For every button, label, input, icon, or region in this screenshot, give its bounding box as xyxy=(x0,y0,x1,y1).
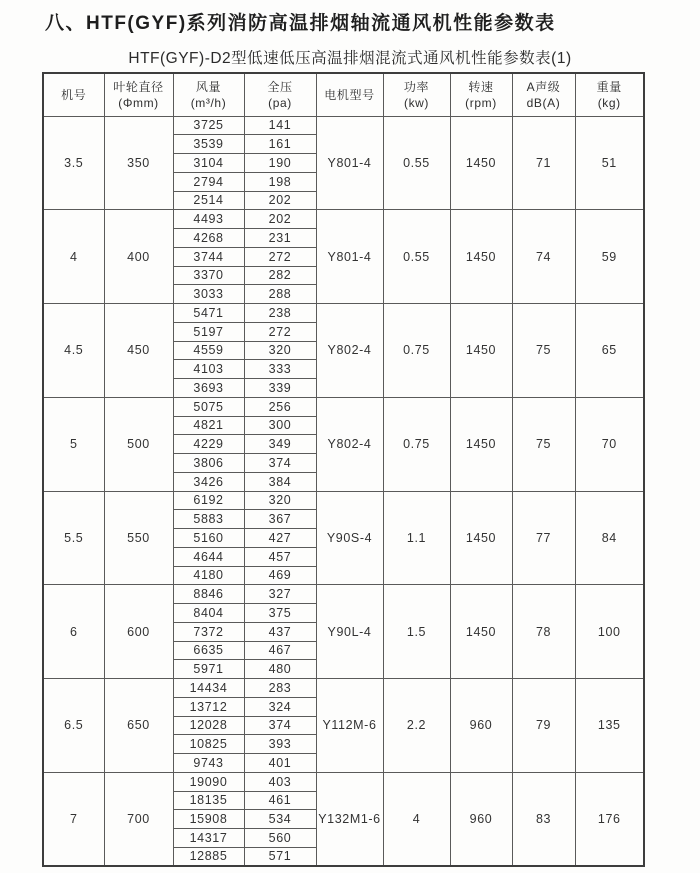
col-header-impeller-diameter xyxy=(104,73,173,116)
cell-speed: 1450 xyxy=(450,397,512,491)
cell-total-pressure: 437 xyxy=(244,622,316,641)
cell-total-pressure: 367 xyxy=(244,510,316,529)
cell-total-pressure: 300 xyxy=(244,416,316,435)
col-header-label: 重量 xyxy=(596,79,622,94)
cell-air-flow: 12028 xyxy=(173,716,244,735)
cell-total-pressure: 288 xyxy=(244,285,316,304)
cell-weight: 135 xyxy=(575,679,644,773)
cell-air-flow: 3033 xyxy=(173,285,244,304)
cell-total-pressure: 141 xyxy=(244,116,316,135)
cell-total-pressure: 457 xyxy=(244,547,316,566)
cell-air-flow: 13712 xyxy=(173,697,244,716)
cell-speed: 1450 xyxy=(450,210,512,304)
cell-power: 0.55 xyxy=(383,210,450,304)
cell-noise-level: 79 xyxy=(512,679,575,773)
cell-air-flow: 5160 xyxy=(173,529,244,548)
table-row xyxy=(43,772,644,791)
cell-air-flow: 4493 xyxy=(173,210,244,229)
col-header-unit: (pa) xyxy=(268,95,292,110)
cell-impeller-diameter: 600 xyxy=(104,585,173,679)
table-row xyxy=(43,679,644,698)
cell-fan-size: 5.5 xyxy=(43,491,104,585)
col-header-label: 叶轮直径 xyxy=(113,79,164,94)
cell-total-pressure: 534 xyxy=(244,810,316,829)
col-header-speed xyxy=(450,73,512,116)
table-row xyxy=(43,585,644,604)
cell-speed: 960 xyxy=(450,679,512,773)
cell-air-flow: 4103 xyxy=(173,360,244,379)
cell-motor-model: Y132M1-6 xyxy=(316,772,383,866)
cell-air-flow: 5883 xyxy=(173,510,244,529)
cell-total-pressure: 349 xyxy=(244,435,316,454)
cell-total-pressure: 161 xyxy=(244,135,316,154)
cell-total-pressure: 282 xyxy=(244,266,316,285)
cell-total-pressure: 374 xyxy=(244,454,316,473)
col-header-unit: (kw) xyxy=(403,95,430,110)
cell-power: 2.2 xyxy=(383,679,450,773)
cell-air-flow: 3370 xyxy=(173,266,244,285)
cell-air-flow: 5471 xyxy=(173,304,244,323)
cell-air-flow: 19090 xyxy=(173,772,244,791)
cell-weight: 65 xyxy=(575,304,644,398)
cell-impeller-diameter: 400 xyxy=(104,210,173,304)
fan-table-body xyxy=(43,116,644,866)
cell-air-flow: 6635 xyxy=(173,641,244,660)
table-row xyxy=(43,210,644,229)
col-header-fan-size xyxy=(43,73,104,116)
cell-total-pressure: 202 xyxy=(244,210,316,229)
col-header-motor-model xyxy=(316,73,383,116)
col-header-total-pressure xyxy=(244,73,316,116)
col-header-unit: (m³/h) xyxy=(190,95,227,110)
table-header xyxy=(43,73,644,116)
cell-total-pressure: 467 xyxy=(244,641,316,660)
cell-total-pressure: 202 xyxy=(244,191,316,210)
col-header-label: 转速 xyxy=(468,79,494,94)
cell-air-flow: 4559 xyxy=(173,341,244,360)
cell-weight: 84 xyxy=(575,491,644,585)
cell-speed: 960 xyxy=(450,772,512,866)
cell-speed: 1450 xyxy=(450,304,512,398)
cell-air-flow: 7372 xyxy=(173,622,244,641)
cell-total-pressure: 374 xyxy=(244,716,316,735)
cell-total-pressure: 480 xyxy=(244,660,316,679)
cell-power: 4 xyxy=(383,772,450,866)
cell-air-flow: 5075 xyxy=(173,397,244,416)
cell-total-pressure: 469 xyxy=(244,566,316,585)
col-header-weight xyxy=(575,73,644,116)
cell-air-flow: 8404 xyxy=(173,604,244,623)
cell-total-pressure: 333 xyxy=(244,360,316,379)
cell-air-flow: 14317 xyxy=(173,829,244,848)
col-header-noise-level xyxy=(512,73,575,116)
cell-air-flow: 5197 xyxy=(173,322,244,341)
cell-noise-level: 74 xyxy=(512,210,575,304)
cell-total-pressure: 320 xyxy=(244,491,316,510)
table-header-row xyxy=(43,73,644,116)
cell-air-flow: 3806 xyxy=(173,454,244,473)
cell-weight: 59 xyxy=(575,210,644,304)
cell-total-pressure: 461 xyxy=(244,791,316,810)
cell-air-flow: 3693 xyxy=(173,379,244,398)
col-header-power xyxy=(383,73,450,116)
cell-noise-level: 78 xyxy=(512,585,575,679)
table-row xyxy=(43,116,644,135)
cell-air-flow: 5971 xyxy=(173,660,244,679)
table-subtitle: HTF(GYF)-D2型低速低压高温排烟混流式通风机性能参数表(1) xyxy=(128,50,572,67)
cell-weight: 176 xyxy=(575,772,644,866)
cell-impeller-diameter: 450 xyxy=(104,304,173,398)
col-header-unit: (Φmm) xyxy=(118,95,159,110)
col-header-label: 电机型号 xyxy=(324,87,375,102)
cell-total-pressure: 198 xyxy=(244,172,316,191)
cell-power: 1.1 xyxy=(383,491,450,585)
cell-total-pressure: 190 xyxy=(244,154,316,173)
cell-air-flow: 6192 xyxy=(173,491,244,510)
cell-speed: 1450 xyxy=(450,491,512,585)
col-header-air-flow xyxy=(173,73,244,116)
cell-total-pressure: 238 xyxy=(244,304,316,323)
cell-speed: 1450 xyxy=(450,585,512,679)
cell-motor-model: Y802-4 xyxy=(316,304,383,398)
cell-total-pressure: 401 xyxy=(244,754,316,773)
cell-fan-size: 3.5 xyxy=(43,116,104,210)
cell-fan-size: 4.5 xyxy=(43,304,104,398)
cell-total-pressure: 339 xyxy=(244,379,316,398)
cell-motor-model: Y90L-4 xyxy=(316,585,383,679)
cell-air-flow: 18135 xyxy=(173,791,244,810)
cell-air-flow: 12885 xyxy=(173,847,244,866)
cell-impeller-diameter: 350 xyxy=(104,116,173,210)
cell-noise-level: 75 xyxy=(512,304,575,398)
col-header-unit: (rpm) xyxy=(465,95,497,110)
cell-weight: 51 xyxy=(575,116,644,210)
cell-noise-level: 71 xyxy=(512,116,575,210)
cell-total-pressure: 256 xyxy=(244,397,316,416)
cell-total-pressure: 272 xyxy=(244,247,316,266)
cell-noise-level: 75 xyxy=(512,397,575,491)
cell-air-flow: 2514 xyxy=(173,191,244,210)
col-header-label: 风量 xyxy=(195,79,222,94)
cell-air-flow: 4821 xyxy=(173,416,244,435)
cell-impeller-diameter: 650 xyxy=(104,679,173,773)
cell-air-flow: 4644 xyxy=(173,547,244,566)
cell-air-flow: 3426 xyxy=(173,472,244,491)
cell-noise-level: 83 xyxy=(512,772,575,866)
cell-air-flow: 4229 xyxy=(173,435,244,454)
cell-power: 0.75 xyxy=(383,304,450,398)
cell-total-pressure: 393 xyxy=(244,735,316,754)
cell-air-flow: 3104 xyxy=(173,154,244,173)
cell-speed: 1450 xyxy=(450,116,512,210)
cell-total-pressure: 320 xyxy=(244,341,316,360)
fan-performance-table xyxy=(42,72,645,867)
cell-weight: 70 xyxy=(575,397,644,491)
cell-air-flow: 4180 xyxy=(173,566,244,585)
cell-total-pressure: 384 xyxy=(244,472,316,491)
cell-power: 1.5 xyxy=(383,585,450,679)
cell-impeller-diameter: 500 xyxy=(104,397,173,491)
cell-motor-model: Y112M-6 xyxy=(316,679,383,773)
cell-fan-size: 6.5 xyxy=(43,679,104,773)
cell-air-flow: 9743 xyxy=(173,754,244,773)
col-header-label: 机号 xyxy=(61,87,87,102)
cell-total-pressure: 560 xyxy=(244,829,316,848)
cell-air-flow: 10825 xyxy=(173,735,244,754)
table-row xyxy=(43,491,644,510)
cell-power: 0.75 xyxy=(383,397,450,491)
cell-air-flow: 3539 xyxy=(173,135,244,154)
cell-air-flow: 8846 xyxy=(173,585,244,604)
col-header-unit: (kg) xyxy=(597,95,621,110)
cell-fan-size: 4 xyxy=(43,210,104,304)
table-row xyxy=(43,397,644,416)
col-header-label: 全压 xyxy=(267,79,293,94)
col-header-unit: dB(A) xyxy=(526,95,561,110)
cell-impeller-diameter: 550 xyxy=(104,491,173,585)
table-row xyxy=(43,304,644,323)
cell-motor-model: Y801-4 xyxy=(316,210,383,304)
cell-motor-model: Y801-4 xyxy=(316,116,383,210)
cell-impeller-diameter: 700 xyxy=(104,772,173,866)
cell-total-pressure: 403 xyxy=(244,772,316,791)
page-title: 八、HTF(GYF)系列消防高温排烟轴流通风机性能参数表 xyxy=(45,13,556,34)
col-header-label: A声级 xyxy=(526,79,561,94)
cell-total-pressure: 327 xyxy=(244,585,316,604)
cell-total-pressure: 283 xyxy=(244,679,316,698)
cell-fan-size: 7 xyxy=(43,772,104,866)
cell-power: 0.55 xyxy=(383,116,450,210)
cell-total-pressure: 427 xyxy=(244,529,316,548)
cell-motor-model: Y802-4 xyxy=(316,397,383,491)
cell-total-pressure: 571 xyxy=(244,847,316,866)
col-header-label: 功率 xyxy=(403,79,430,94)
cell-air-flow: 3725 xyxy=(173,116,244,135)
cell-air-flow: 14434 xyxy=(173,679,244,698)
cell-total-pressure: 272 xyxy=(244,322,316,341)
cell-motor-model: Y90S-4 xyxy=(316,491,383,585)
cell-fan-size: 5 xyxy=(43,397,104,491)
cell-air-flow: 2794 xyxy=(173,172,244,191)
cell-fan-size: 6 xyxy=(43,585,104,679)
cell-total-pressure: 231 xyxy=(244,229,316,248)
cell-air-flow: 15908 xyxy=(173,810,244,829)
cell-total-pressure: 375 xyxy=(244,604,316,623)
cell-air-flow: 4268 xyxy=(173,229,244,248)
cell-total-pressure: 324 xyxy=(244,697,316,716)
cell-weight: 100 xyxy=(575,585,644,679)
cell-noise-level: 77 xyxy=(512,491,575,585)
cell-air-flow: 3744 xyxy=(173,247,244,266)
